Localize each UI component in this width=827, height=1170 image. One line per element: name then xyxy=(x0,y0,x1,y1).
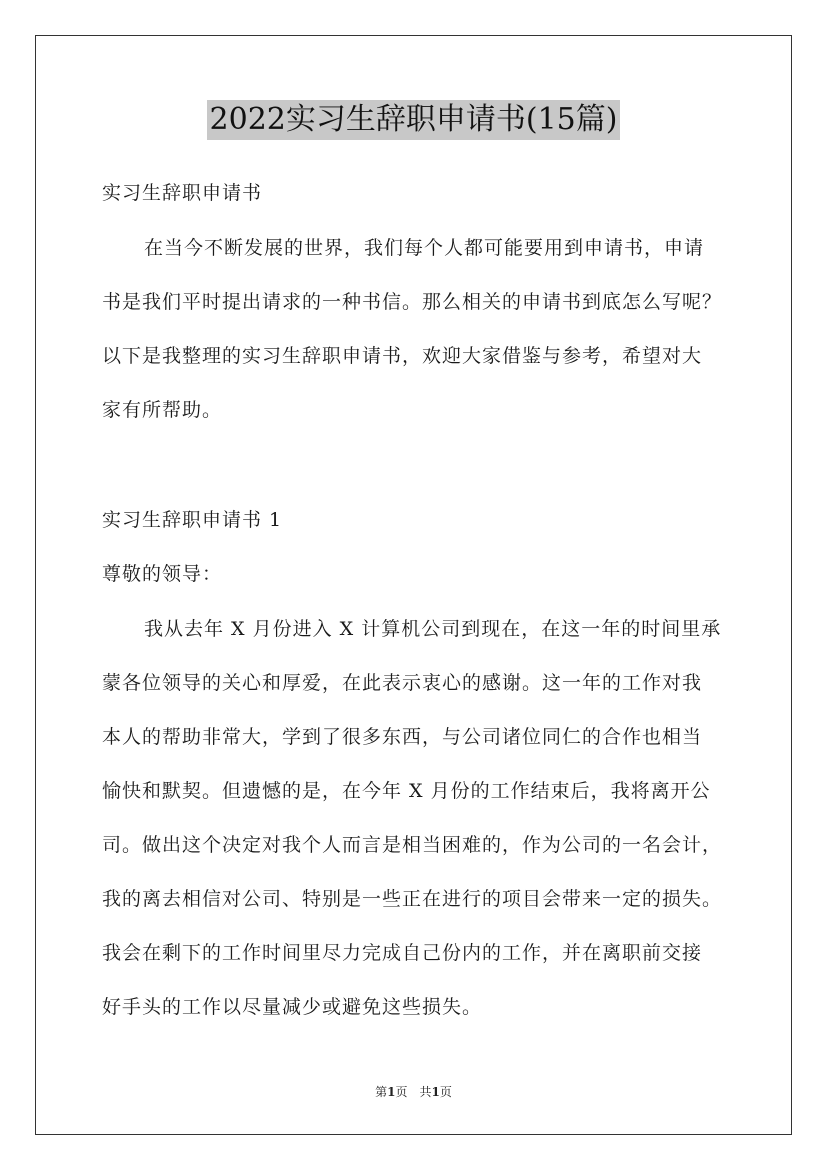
page-footer xyxy=(0,1084,827,1100)
title-wrap xyxy=(0,100,827,140)
page-current: 1 xyxy=(387,1085,396,1099)
intro-line: 家有所帮助。 xyxy=(102,399,223,421)
intro-line: 以下是我整理的实习生辞职申请书，欢迎大家借鉴与参考，希望对大 xyxy=(102,345,703,367)
body-line: 本人的帮助非常大，学到了很多东西，与公司诸位同仁的合作也相当 xyxy=(102,726,703,748)
body-line: 愉快和默契。但遗憾的是，在今年 X 月份的工作结束后，我将离开公 xyxy=(102,780,711,802)
body-line: 我从去年 X 月份进入 X 计算机公司到现在，在这一年的时间里承 xyxy=(144,618,722,640)
body-line: 我会在剩下的工作时间里尽力完成自己份内的工作，并在离职前交接 xyxy=(102,942,703,964)
body-line: 蒙各位领导的关心和厚爱，在此表示衷心的感谢。这一年的工作对我 xyxy=(102,672,703,694)
body-line: 好手头的工作以尽量减少或避免这些损失。 xyxy=(102,996,483,1018)
intro-line: 书是我们平时提出请求的一种书信。那么相关的申请书到底怎么写呢？ xyxy=(102,291,723,313)
page-label-prefix: 第 xyxy=(375,1085,388,1099)
page-label-suffix: 页 xyxy=(439,1085,452,1099)
page-total: 1 xyxy=(431,1085,440,1099)
document-title: 2022实习生辞职申请书(15篇) xyxy=(207,100,621,140)
page-label-mid: 页 共 xyxy=(395,1085,432,1099)
salutation: 尊敬的领导： xyxy=(102,563,223,585)
body-line: 司。做出这个决定对我个人而言是相当困难的，作为公司的一名会计， xyxy=(102,834,723,856)
section-heading-1: 实习生辞职申请书 1 xyxy=(102,509,283,531)
body-line: 我的离去相信对公司、特别是一些正在进行的项目会带来一定的损失。 xyxy=(102,888,723,910)
intro-line: 在当今不断发展的世界，我们每个人都可能要用到申请书，申请 xyxy=(144,237,705,259)
intro-heading: 实习生辞职申请书 xyxy=(102,182,263,204)
